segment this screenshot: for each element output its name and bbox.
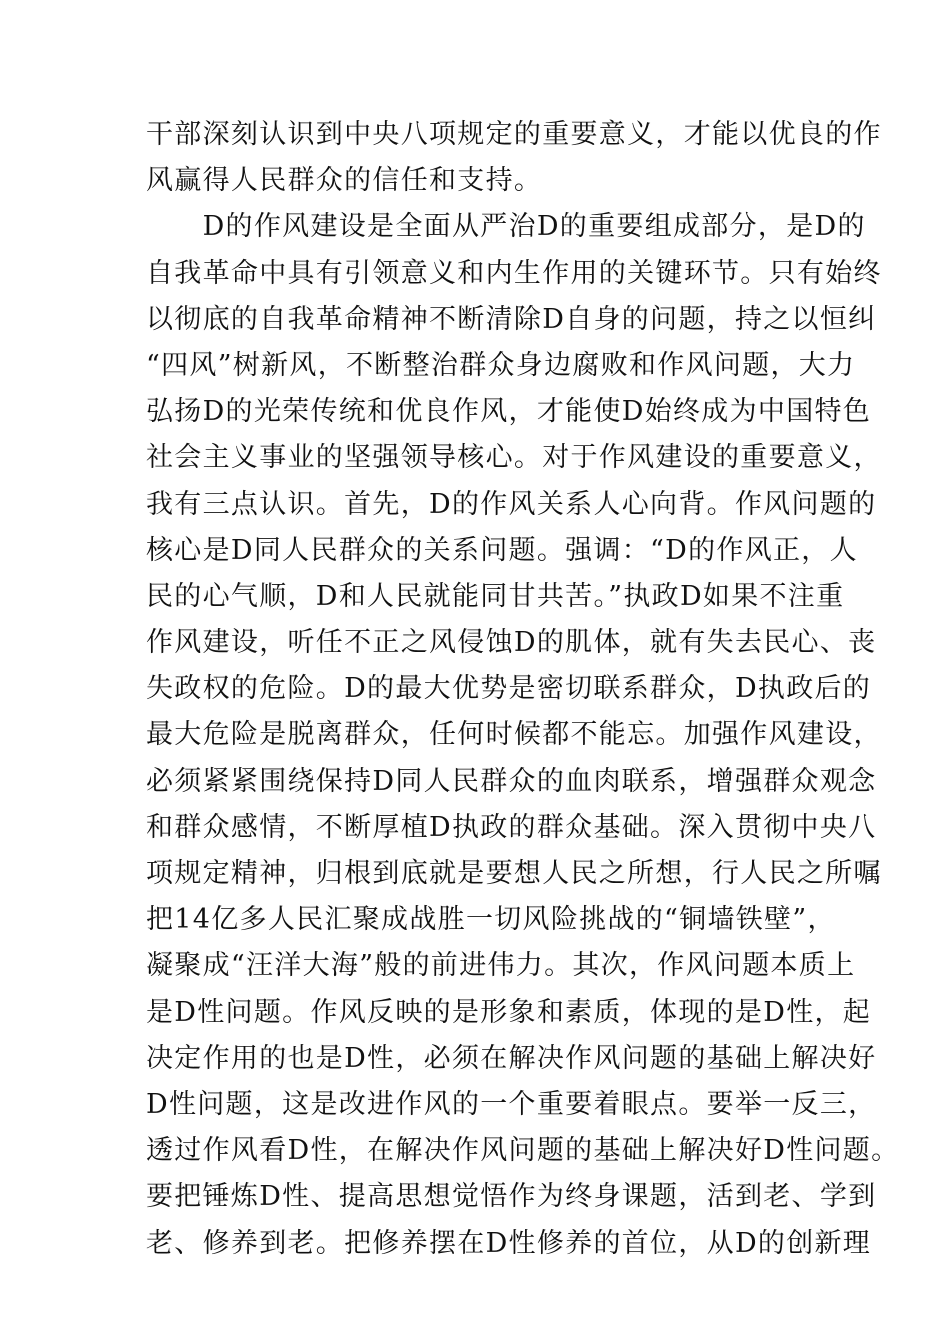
text-line-5: 以彻底的自我革命精神不断清除D自身的问题，持之以恒纠 [146, 303, 877, 335]
text-line-18: 把14亿多人民汇聚成战胜一切风险挑战的“铜墙铁壁”， [146, 904, 836, 936]
text-line-15: 必须紧紧围绕保持D同人民群众的血肉联系，增强群众观念 [146, 765, 877, 797]
text-line-7: 弘扬D的光荣传统和优良作风，才能使D始终成为中国特色 [146, 396, 872, 428]
text-line-20: 是D性问题。作风反映的是形象和素质，体现的是D性，起 [146, 996, 872, 1028]
text-line-2: 风赢得人民群众的信任和支持。 [146, 165, 543, 197]
text-line-24: 要把锤炼D性、提高思想觉悟作为终身课题，活到老、学到 [146, 1181, 877, 1213]
text-line-14: 最大危险是脱离群众，任何时候都不能忘。加强作风建设， [146, 719, 882, 751]
text-line-13: 失政权的危险。D的最大优势是密切联系群众，D执政后的 [146, 673, 872, 705]
text-line-10: 核心是D同人民群众的关系问题。强调：“D的作风正，人 [146, 534, 858, 566]
text-line-3: D的作风建设是全面从严治D的重要组成部分，是D的 [146, 211, 866, 243]
text-line-9: 我有三点认识。首先，D的作风关系人心向背。作风问题的 [146, 488, 877, 520]
text-line-25: 老、修养到老。把修养摆在D性修养的首位，从D的创新理 [146, 1227, 872, 1259]
body-text [146, 112, 900, 1267]
text-line-22: D性问题，这是改进作风的一个重要着眼点。要举一反三， [146, 1088, 877, 1120]
text-line-16: 和群众感情，不断厚植D执政的群众基础。深入贯彻中央八 [146, 811, 877, 843]
text-line-8: 社会主义事业的坚强领导核心。对于作风建设的重要意义， [146, 442, 882, 474]
text-line-23: 透过作风看D性，在解决作风问题的基础上解决好D性问题。 [146, 1135, 900, 1167]
text-line-6: “四风”树新风，不断整治群众身边腐败和作风问题，大力 [146, 349, 856, 381]
text-line-21: 决定作用的也是D性，必须在解决作风问题的基础上解决好 [146, 1042, 877, 1074]
text-line-4: 自我革命中具有引领意义和内生作用的关键环节。只有始终 [146, 257, 882, 289]
text-line-1: 干部深刻认识到中央八项规定的重要意义，才能以优良的作 [146, 119, 882, 150]
text-line-19: 凝聚成“汪洋大海”般的前进伟力。其次，作风问题本质上 [146, 950, 856, 982]
text-line-17: 项规定精神，归根到底就是要想人民之所想，行人民之所嘱 [146, 858, 882, 889]
text-line-12: 作风建设，听任不正之风侵蚀D的肌体，就有失去民心、丧 [146, 627, 877, 659]
text-line-11: 民的心气顺，D和人民就能同甘共苦。”执政D如果不注重 [146, 580, 845, 612]
